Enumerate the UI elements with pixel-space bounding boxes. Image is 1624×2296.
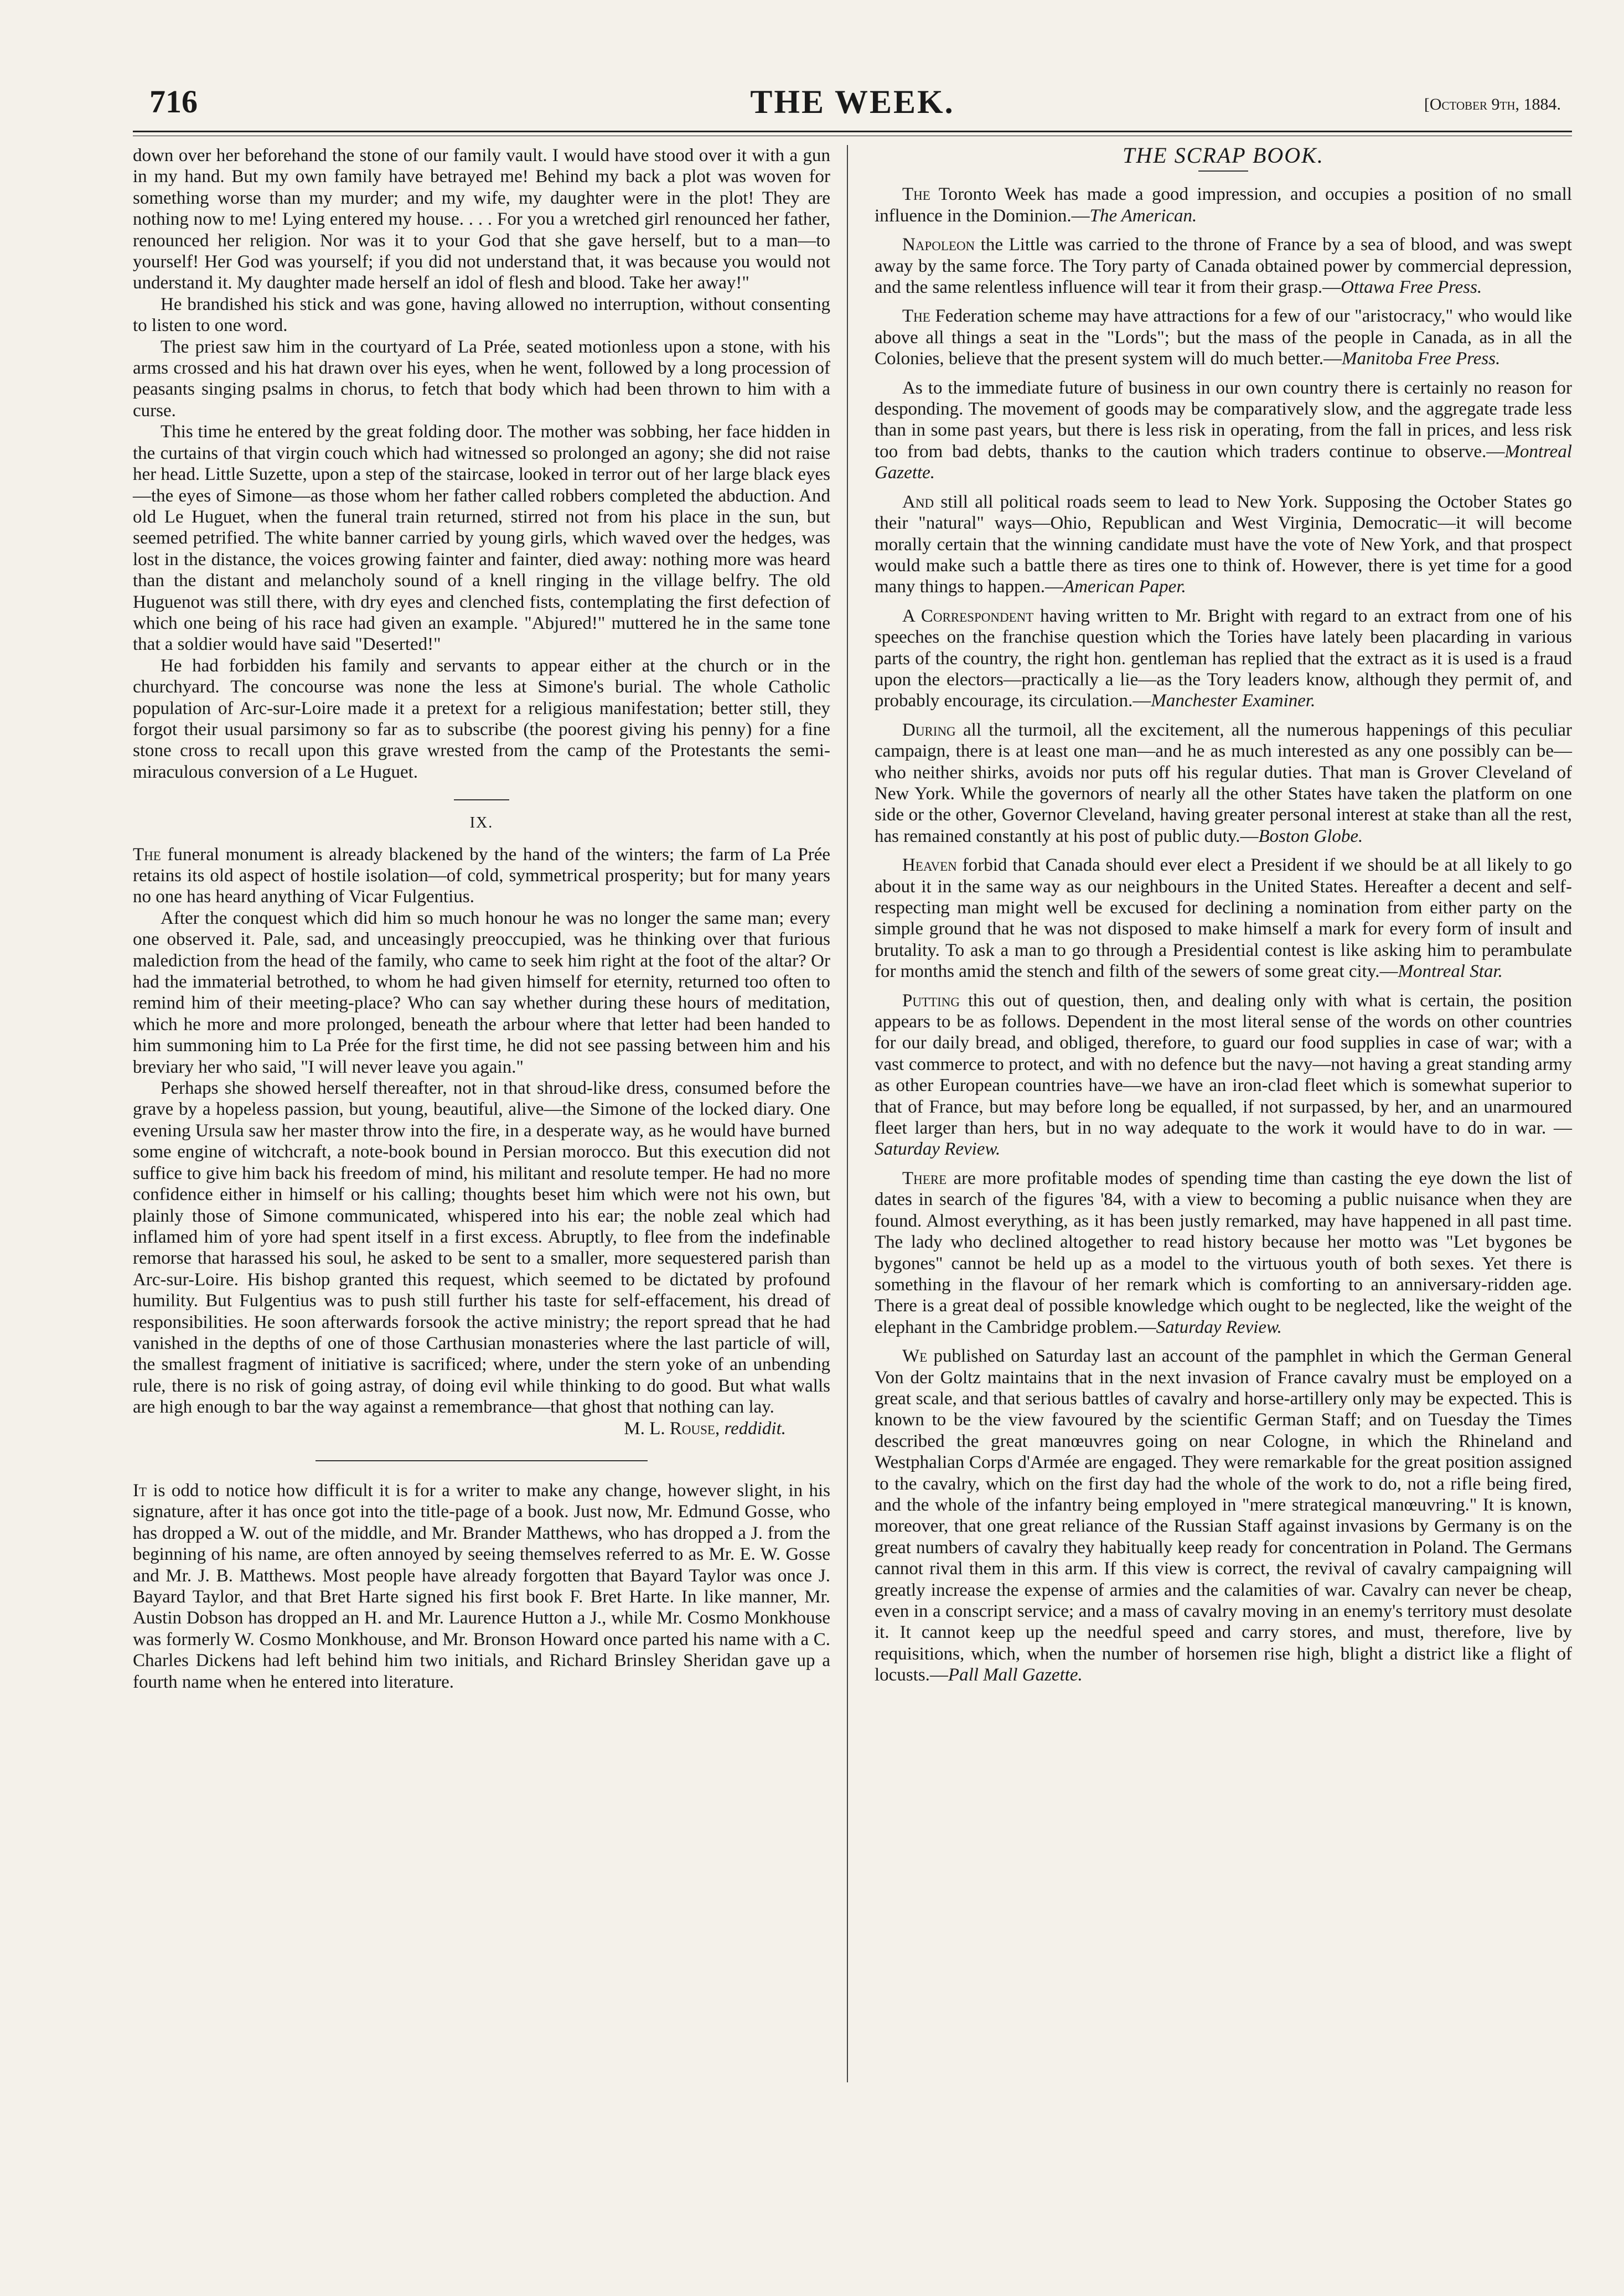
paragraph-text: funeral monument is already blackened by the hand of the winters; the farm of La Prée retains its old aspect of hostile isolation—of cold, symmetrical prosperity; but for many years no one has heard anything of Vicar Fulgentius. [133, 844, 830, 907]
lead-word: Heaven [902, 855, 957, 876]
lead-word: And [902, 492, 934, 512]
story-paragraph: down over her beforehand the stone of our family vault. I would have stood over it with a gun in my hand. But my own family have betrayed me! Behind my back a plot was woven for something worse than my murder; and my wife, my daughter were in the plot! They are nothing now to me! Lying entered my house. . . . For you a wretched girl renounced her father, renounced her religion. Nor was it to your God that she gave herself, but to a man—to yourself! Her God was yourself; if you did not understand that, it was because you would not understand it. My daughter made herself an idol of flesh and blood. Take her away!" [133, 146, 830, 293]
source-citation: Ottawa Free Press. [1341, 277, 1482, 298]
section-rule [454, 799, 509, 800]
signature-name: M. L. Rouse, [624, 1418, 720, 1439]
item-text: still all political roads seem to lead to New York. Supposing the October States go their "natural" ways—Ohio, Republican and West Virginia, Democratic—it will become morally certain that the winning candidate must have the vote of New York, and that prospect would make such a battle there as tires one to think of. However, there is yet time for a good many things to happen.— [875, 492, 1572, 597]
issue-date: [October 9th, 1884. [1424, 95, 1561, 113]
item-text: all the turmoil, all the excitement, all the numerous happenings of this peculiar campaign, there is at least one man—and he as much interested as any one possibly can be—who neither shirks, avoids nor puts off his regular duties. That man is Grover Cleveland of New York. While the governors of nearly all the other States have taken the platform on one side or the other, Governor Cleveland, having greater personal interest at stake than all the rest, has remained constantly at his post of public duty.— [875, 720, 1572, 846]
title-rule [1198, 170, 1248, 172]
scrap-item [875, 1168, 1572, 1338]
lead-word: During [902, 720, 956, 740]
story-paragraph: After the conquest which did him so much honour he was no longer the same man; every one observed it. Pale, sad, and unceasingly preoccupied, was he thinking over that furious malediction from the head of the family, who came to seek him right at the foot of the altar? Or had the immaterial betrothed, to whom he had given himself for eternity, returned too often to remind him of their meeting-place? Who can say whether during these hours of meditation, which he more and more prolonged, beneath the arbour where that letter had been handed to him summoning him to La Prée for the first time, he did not see passing between him and his breviary her who said, "I will never leave you again." [133, 908, 830, 1077]
lead-word: A Correspondent [902, 606, 1034, 626]
item-text: forbid that Canada should ever elect a President if we should be at all likely to go about it in the same way as our neighbours in the United States. Hereafter a decent and self-respecting man might well be excused for declining a nomination from either party on the simple ground that he was not disposed to make himself a mark for every form of insult and brutality. To ask a man to go through a Presidential contest is like asking him to perambulate for months amid the stench and filth of the sewers of some great city.— [875, 855, 1572, 982]
scrap-item [875, 720, 1572, 847]
page-header [133, 83, 1572, 122]
story-paragraph: He brandished his stick and was gone, having allowed no interruption, without consenting to listen to one word. [133, 294, 830, 336]
story-paragraph: He had forbidden his family and servants to appear either at the church or in the churchyard. The concourse was none the less at Simone's burial. The whole Catholic population of Arc-sur-Loire made it a pretext for a religious manifestation; better still, they forgot their usual parsimony so far as to subscribe (the poorest giving his penny) for a fine stone cross to recall upon this grave wrested from the camp of the Protestants the semi-miraculous conversion of a Le Huguet. [133, 655, 830, 782]
signature [133, 1418, 830, 1439]
page-number: 716 [149, 84, 198, 120]
lead-word: There [902, 1168, 947, 1188]
signature-role: reddidit. [724, 1418, 786, 1439]
column-divider [847, 145, 848, 2082]
source-citation: American Paper. [1063, 577, 1186, 597]
scrap-item [875, 234, 1572, 298]
scrap-item [875, 1346, 1572, 1686]
story-paragraph [133, 844, 830, 908]
scrap-book-column [875, 145, 1572, 1694]
article-paragraph [133, 1480, 830, 1693]
source-citation: The American. [1089, 205, 1197, 226]
item-text: having written to Mr. Bright with regard to an extract from one of his speeches on the franchise question which the Tories have lately been placarding in various parts of the country, the right hon. gentleman has replied that the extract as it is used is a fraud upon the electors—practically a lie—as the Tory leaders know, although they permit of, and probably encourage, its circulation.— [875, 606, 1573, 711]
lead-word: It [133, 1480, 147, 1501]
lead-word: The [133, 844, 161, 865]
scrap-item [875, 492, 1572, 598]
scrap-items [875, 184, 1572, 1685]
lead-word: Napoleon [902, 235, 975, 255]
paragraph-text: is odd to notice how difficult it is for a writer to make any change, however slight, in his signature, after it has once got into the title-page of a book. Just now, Mr. Edmund Gosse, who has dropped a W. out of the middle, and Mr. Brander Matthews, who has dropped a J. from the beginning of his name, are often annoyed by seeing themselves referred to as Mr. E. W. Gosse and Mr. J. B. Matthews. Most people have already forgotten that Bayard Taylor was once J. Bayard Taylor, and that Bret Harte signed his first book F. Bret Harte. In like manner, Mr. Austin Dobson has dropped an H. and Mr. Laurence Hutton a J., while Mr. Cosmo Monkhouse was formerly W. Cosmo Monkhouse, and Mr. Bronson Howard once parted his name with a C. Charles Dickens had left behind him two initials, and Richard Brinsley Sheridan gave up a fourth name when he entered into literature. [133, 1480, 830, 1692]
scrap-item [875, 306, 1572, 369]
item-text: the Little was carried to the throne of France by a sea of blood, and was swept away by the same force. The Tory party of Canada obtained power by commercial depression, and the same relentless influence will tear it from their grasp.— [875, 235, 1572, 298]
lead-word: We [902, 1346, 928, 1367]
source-citation: Manchester Examiner. [1151, 691, 1316, 711]
source-citation: Boston Globe. [1258, 826, 1363, 846]
scrap-item [875, 184, 1572, 226]
item-text: Toronto Week has made a good impression, and occupies a position of no small influence in the Dominion.— [875, 184, 1572, 226]
source-citation: Saturday Review. [1156, 1317, 1282, 1337]
item-text: published on Saturday last an account of the pamphlet in which the German General Von der Goltz maintains that in the next invasion of France cavalry must be employed on a great scale, and that serious battles of cavalry and horse-artillery only may be expected. This is known to be the view favoured by the scientific German Staff; and on Tuesday the Times described the great manœuvres going on near Cologne, in which the Rhineland and Westphalian Corps d'Armée are engaged. They were remarkable for the great position assigned to the cavalry, which on the first day had the whole of the work to do, not a rifle being fired, and the whole of the infantry being employed in "mere strategical manœuvring." It is known, moreover, that one great reliance of the Russian Staff against invasions by Germany is on the great numbers of cavalry they habitually keep ready for concentration in Poland. The Germans cannot rival them in this arm. If this view is correct, the revival of cavalry campaigning will greatly increase the expense of armies and the calamities of war. Cavalry can never be cheap, even in a conscript service; and a mass of cavalry moving in an enemy's territory must desolate it. It cannot keep up the needful speed and carry stores, and must, therefore, live by requisitions, which, when the number of horsemen rise high, blight a district like a flight of locusts.— [875, 1346, 1572, 1685]
lead-word: Putting [902, 990, 960, 1011]
item-text: are more profitable modes of spending time than casting the eye down the list of dates in search of the figures '84, with a view to becoming a public nuisance when they are found. Almost everything, as it has been justly remarked, may have happened in all past time. The lady who declined altogether to read history because her motto was "Let bygones be bygones" cannot be held up as a model to the virtuous youth of both sexes. Yet there is something in the flavour of her remark which is comforting to an anniversary-ridden age. There is a great deal of possible knowledge which ought to be neglected, like the weight of the elephant in the Cambridge problem.— [875, 1168, 1572, 1337]
source-citation: Saturday Review. [875, 1139, 1001, 1160]
scrap-book-title: THE SCRAP BOOK. [1123, 143, 1324, 168]
lead-word: The [902, 306, 930, 327]
story-paragraph: The priest saw him in the courtyard of La Prée, seated motionless upon a stone, with his arms crossed and his hat drawn over his eyes, when he went, followed by a long procession of peasants singing psalms in chorus, to fetch that body which had been thrown to him with a curse. [133, 337, 830, 421]
item-text: Federation scheme may have attractions for a few of our "aristocracy," who would like above all things a seat in the "Lords"; but the mass of the people in Canada, as in all the Colonies, believe that the present system will do much better.— [875, 306, 1572, 369]
lead-word: The [902, 184, 930, 205]
left-column [133, 145, 830, 1693]
source-citation: Montreal Gazette. [875, 441, 1572, 483]
scrap-item [875, 990, 1572, 1160]
scrap-item [875, 378, 1572, 484]
source-citation: Montreal Star. [1398, 961, 1503, 982]
story-paragraph: Perhaps she showed herself thereafter, not in that shroud-like dress, consumed before the grave by a hopeless passion, but young, beautiful, alive—the Simone of the locked diary. One evening Ursula saw her master throw into the fire, in a desperate way, as he would have burned some engine of witchcraft, a note-book bound in Persian morocco. But this execution did not suffice to give him back his freedom of mind, his militant and resolute temper. He had no more confidence either in himself or his calling; thoughts beset him which were not his own, but plainly those of Simone communicated, whispered into his ear; the noble zeal which had inflamed him of yore had spent itself in a first excess. Abruptly, to flee from the indefinable remorse that harassed his soul, he asked to be sent to a smaller, more sequestered parish than Arc-sur-Loire. His bishop granted this request, which seemed to be dictated by profound humility. But Fulgentius was to push still further his taste for self-effacement, his dread of responsibilities. He soon afterwards forsook the active ministry; the report spread that he had vanished in the depths of one of those Carthusian monasteries where the last particle of will, the smallest fragment of initiative is sacrificed; where, under the stern yoke of an unbending rule, there is no risk of going astray, of doing evil while thinking to do good. But what walls are high enough to bar the way against a remembrance—that ghost that nothing can lay. [133, 1078, 830, 1418]
item-text: this out of question, then, and dealing only with what is certain, the position appears to be as follows. Dependent in the most literal sense of the words on other countries for our daily bread, and obliged, therefore, to guard our food supplies in case of war; with a vast commerce to protect, and with no defence but the navy—not having a great standing army as other European countries have—we have an iron-clad fleet which is somewhat superior to that of France, but may before long be equalled, if not surpassed, by her, and an unarmoured fleet larger than hers, but in no way adequate to the work it would have to do in war. — [875, 990, 1572, 1139]
article-rule [316, 1460, 648, 1461]
source-citation: Pall Mall Gazette. [948, 1665, 1083, 1685]
item-text: As to the immediate future of business in our own country there is certainly no reason for desponding. The movement of goods may be comparatively slow, and the aggregate trade less than in some past years, but there is less risk in operating, from the fall in prices, and less risk too from bad debts, thanks to the caution which traders continue to observe.— [875, 378, 1572, 462]
scrap-item [875, 606, 1572, 712]
story-paragraph: This time he entered by the great folding door. The mother was sobbing, her face hidden in the curtains of that virgin couch which had witnessed so prolonged an agony; she did not raise her head. Little Suzette, upon a step of the staircase, looked in terror out of her large black eyes—the eyes of Simone—as those whom her father called robbers completed the abduction. And old Le Huguet, when the funeral train returned, stirred not from his place in the sun, but seemed petrified. The white banner carried by young girls, which waved over the hedges, was lost in the distance, the voices growing fainter and fainter, died away: nothing more was heard than the distant and melancholy sound of a knell ringing in the village belfry. The old Huguenot was still there, with dry eyes and clenched fists, contemplating the first defection of which one being of his race had given an example. "Abjured!" muttered he in the same tone that a soldier would have said "Deserted!" [133, 422, 830, 655]
header-rule [133, 131, 1572, 136]
section-number: IX. [469, 814, 494, 832]
masthead-title: THE WEEK. [750, 84, 955, 120]
scrap-item [875, 855, 1572, 982]
source-citation: Manitoba Free Press. [1342, 349, 1501, 369]
